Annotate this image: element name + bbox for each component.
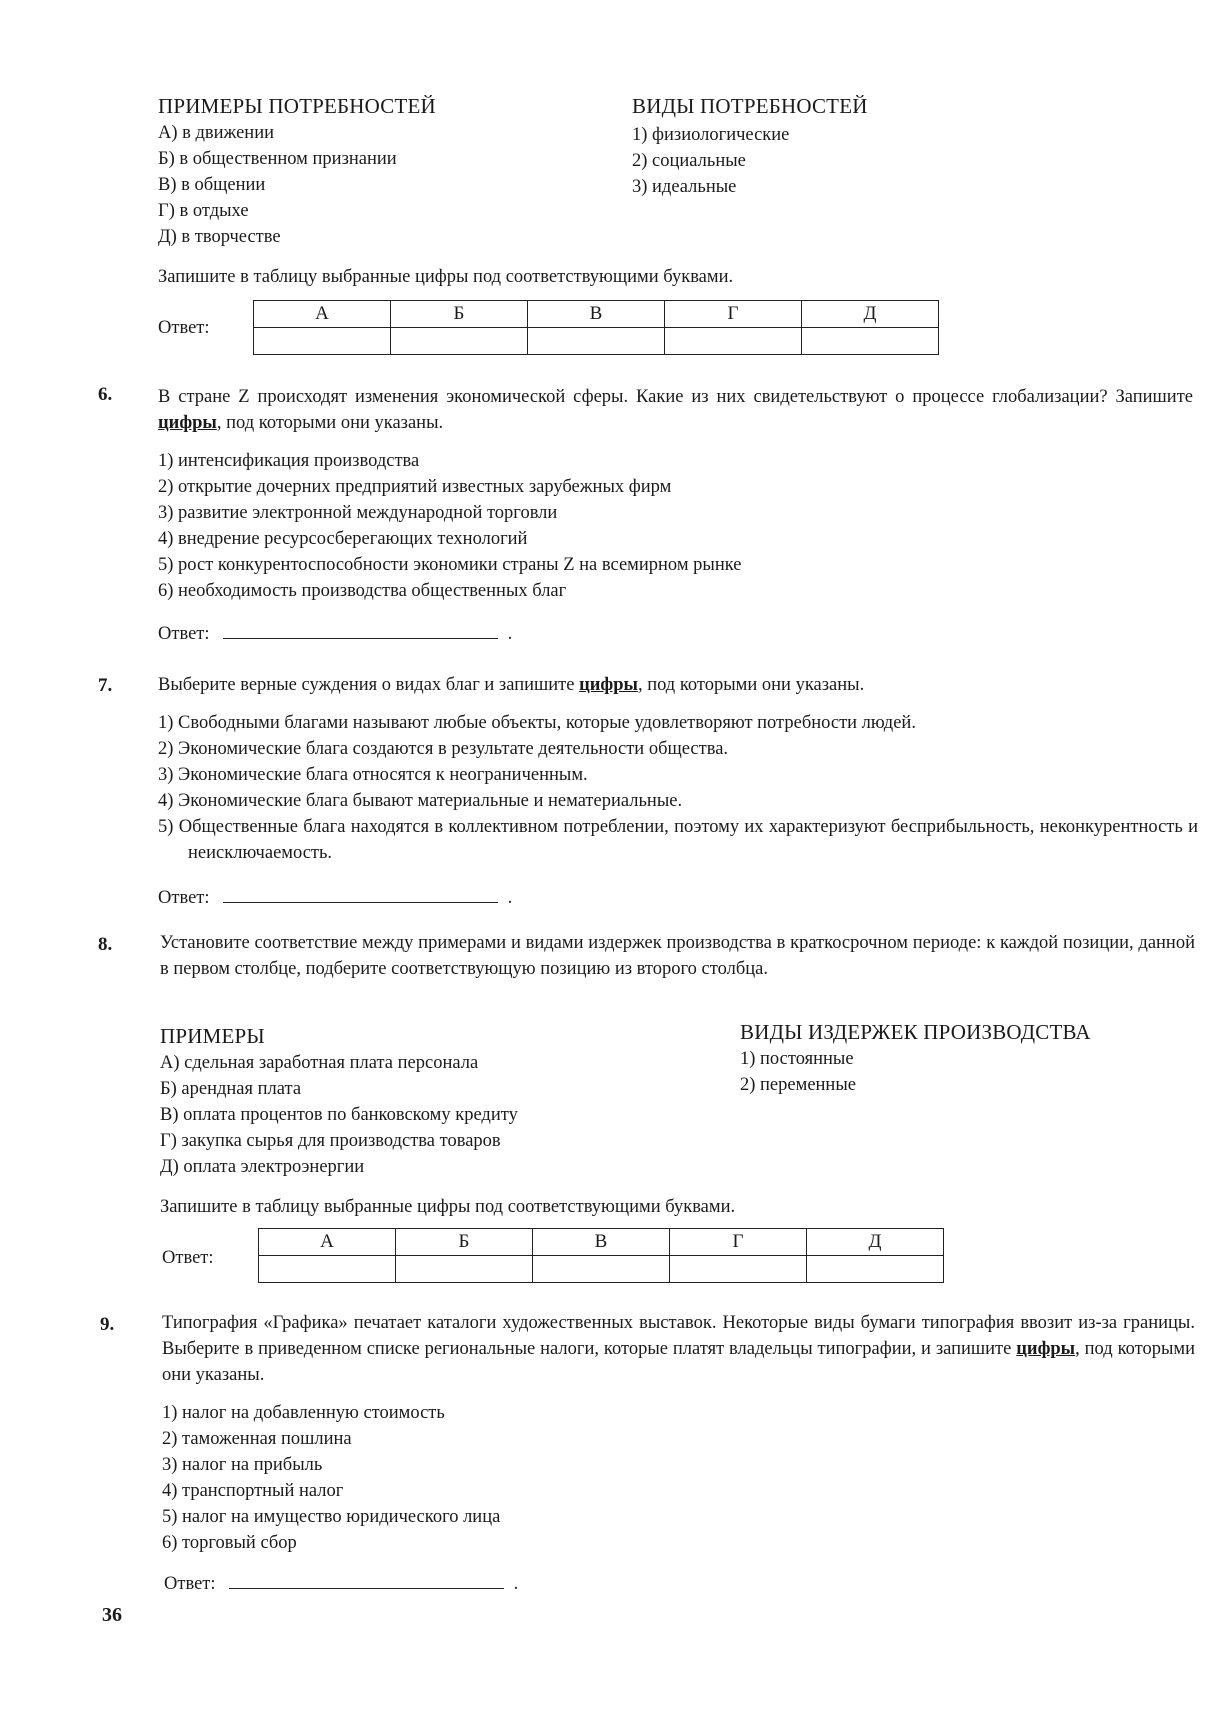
task8-answer-table xyxy=(258,1228,944,1283)
question-text: Выберите верные суждения о видах благ и запишите xyxy=(158,675,580,695)
task6-answer: Ответ: . xyxy=(158,624,513,644)
task5-types-list xyxy=(632,122,789,200)
answer-cell[interactable] xyxy=(391,328,528,355)
task9-options xyxy=(162,1400,500,1556)
answer-cell[interactable] xyxy=(396,1256,533,1283)
task8-left-header: ПРИМЕРЫ xyxy=(160,1024,265,1048)
answer-cell[interactable] xyxy=(802,328,939,355)
table-header-cell: Г xyxy=(670,1229,807,1256)
task8-number: 8. xyxy=(98,934,113,955)
list-item: 1) налог на добавленную стоимость xyxy=(162,1403,445,1423)
list-item: 5) налог на имущество юридического лица xyxy=(162,1507,501,1527)
answer-cell[interactable] xyxy=(807,1256,944,1283)
task9-answer: Ответ: . xyxy=(164,1574,519,1594)
list-item: 4) транспортный налог xyxy=(162,1481,344,1501)
list-item: А) в движении xyxy=(158,123,275,143)
list-item: 1) интенсификация производства xyxy=(158,451,420,471)
list-item: 3) идеальные xyxy=(632,177,737,197)
task8-instruction: Запишите в таблицу выбранные цифры под соответствующими буквами. xyxy=(160,1197,736,1217)
answer-cell[interactable] xyxy=(665,328,802,355)
list-item: 5) рост конкурентоспособности экономики страны Z на всемирном рынке xyxy=(158,555,742,575)
answer-cell[interactable] xyxy=(254,328,391,355)
answer-cell[interactable] xyxy=(533,1256,670,1283)
task7-answer: Ответ: . xyxy=(158,888,513,908)
table-header-cell: Б xyxy=(391,301,528,328)
task6-number: 6. xyxy=(98,384,113,405)
list-item: Б) арендная плата xyxy=(160,1079,302,1099)
task8-types-list xyxy=(740,1046,856,1098)
task8-right-header: ВИДЫ ИЗДЕРЖЕК ПРОИЗВОДСТВА xyxy=(740,1020,1091,1044)
list-item: 2) социальные xyxy=(632,151,746,171)
answer-label: Ответ: xyxy=(164,1574,216,1594)
task8-answer-label: Ответ: xyxy=(162,1248,214,1268)
answer-cell[interactable] xyxy=(670,1256,807,1283)
table-header-cell: В xyxy=(533,1229,670,1256)
question-text: , под которыми они указаны. xyxy=(216,413,444,433)
list-item: 3) налог на прибыль xyxy=(162,1455,323,1475)
list-item: 3) Экономические блага относятся к неограниченным. xyxy=(158,765,588,785)
list-item: В) в общении xyxy=(158,175,266,195)
question-text: В стране Z происходят изменения экономической сферы. Какие из них свидетельствуют о процессе глобализации? Запишите xyxy=(158,387,1193,407)
emphasis-text: цифры xyxy=(1016,1339,1076,1359)
answer-cell[interactable] xyxy=(259,1256,396,1283)
answer-blank-line[interactable] xyxy=(223,886,498,903)
list-item: Д) в творчестве xyxy=(158,227,281,247)
table-header-cell: Д xyxy=(807,1229,944,1256)
task7-number: 7. xyxy=(98,675,113,696)
list-item: Б) в общественном признании xyxy=(158,149,397,169)
answer-label: Ответ: xyxy=(158,888,210,908)
table-header-cell: Б xyxy=(396,1229,533,1256)
list-item: В) оплата процентов по банковскому кредиту xyxy=(160,1105,518,1125)
list-item: Д) оплата электроэнергии xyxy=(160,1157,365,1177)
answer-cell[interactable] xyxy=(528,328,665,355)
task5-right-header: ВИДЫ ПОТРЕБНОСТЕЙ xyxy=(632,94,868,118)
list-item: 5) Общественные блага находятся в коллективном потреблении, поэтому их характеризуют бесприбыльность, неконкурентность и неисключаемость. xyxy=(158,817,1198,863)
task5-answer-label: Ответ: xyxy=(158,318,210,338)
emphasis-text: цифры xyxy=(579,675,638,695)
task8-examples-list xyxy=(160,1050,518,1180)
list-item: 2) Экономические блага создаются в результате деятельности общества. xyxy=(158,739,729,759)
list-item: 6) торговый сбор xyxy=(162,1533,297,1553)
list-item: Г) в отдыхе xyxy=(158,201,249,221)
list-item: 6) необходимость производства общественных благ xyxy=(158,581,567,601)
task7-options xyxy=(158,710,1198,866)
table-header-cell: В xyxy=(528,301,665,328)
emphasis-text: цифры xyxy=(158,413,217,433)
task5-instruction: Запишите в таблицу выбранные цифры под соответствующими буквами. xyxy=(158,267,734,287)
list-item: 4) Экономические блага бывают материальные и нематериальные. xyxy=(158,791,683,811)
table-header-cell: А xyxy=(254,301,391,328)
answer-blank-line[interactable] xyxy=(223,622,498,639)
answer-label: Ответ: xyxy=(158,624,210,644)
list-item: 2) открытие дочерних предприятий известных зарубежных фирм xyxy=(158,477,672,497)
list-item: Г) закупка сырья для производства товаров xyxy=(160,1131,501,1151)
list-item: 2) переменные xyxy=(740,1075,856,1095)
list-item: 1) Свободными благами называют любые объекты, которые удовлетворяют потребности людей. xyxy=(158,713,916,733)
list-item: 1) постоянные xyxy=(740,1049,854,1069)
question-text: , под которыми они указаны. xyxy=(637,675,865,695)
task9-question xyxy=(162,1310,1195,1388)
task5-left-header: ПРИМЕРЫ ПОТРЕБНОСТЕЙ xyxy=(158,94,436,118)
task5-examples-list xyxy=(158,120,397,250)
list-item: 4) внедрение ресурсосберегающих технологий xyxy=(158,529,528,549)
answer-blank-line[interactable] xyxy=(229,1572,504,1589)
list-item: А) сдельная заработная плата персонала xyxy=(160,1053,479,1073)
table-header-cell: Г xyxy=(665,301,802,328)
page-number: 36 xyxy=(102,1604,122,1626)
list-item: 3) развитие электронной международной торговли xyxy=(158,503,558,523)
question-text: Типография «Графика» печатает каталоги художественных выставок. Некоторые виды бумаги типография ввозит из-за границы. Выберите в приведенном списке региональные налоги, которые платят владельцы типографии, и запишите xyxy=(162,1313,1195,1359)
task8-question: Установите соответствие между примерами и видами издержек производства в краткосрочном периоде: к каждой позиции, данной в первом столбце, подберите соответствующую позицию из второго столбца. xyxy=(160,933,1195,979)
table-header-cell: А xyxy=(259,1229,396,1256)
list-item: 2) таможенная пошлина xyxy=(162,1429,352,1449)
task7-question xyxy=(158,672,1193,698)
list-item: 1) физиологические xyxy=(632,125,790,145)
table-header-cell: Д xyxy=(802,301,939,328)
task9-number: 9. xyxy=(100,1314,115,1335)
task6-question xyxy=(158,384,1193,436)
task5-answer-table xyxy=(253,300,939,355)
question-text: , под которыми они указаны. xyxy=(162,1339,1195,1385)
task6-options xyxy=(158,448,741,604)
